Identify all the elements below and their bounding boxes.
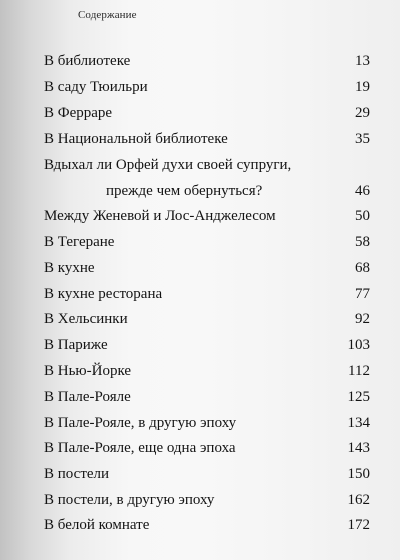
toc-entry-page: 162 [347,492,370,508]
toc-entry-page: 46 [355,183,370,199]
toc-entry [0,412,400,434]
toc-entry-title: В кухне ресторана [44,286,163,302]
toc-entry-title: В Национальной библиотеке [44,131,228,147]
toc-entry-title: В Нью-Йорке [44,363,132,379]
toc-entry-page: 50 [355,208,370,224]
toc-entry-page: 29 [355,105,370,121]
toc-entry-title: В Париже [44,337,108,353]
toc-entry-title: В Хельсинки [44,311,128,327]
toc-entry-title: В белой комнате [44,517,150,533]
toc-entry-page: 125 [347,389,370,405]
toc-entry [0,334,400,356]
toc-entry-page: 58 [355,234,370,250]
toc-entry-page: 172 [347,517,370,533]
toc-entry-title-line1: Вдыхал ли Орфей духи своей супруги, [44,157,292,173]
running-head: Содержание [78,9,137,21]
toc-entry-page: 77 [355,286,370,302]
toc-entry-title: В кухне [44,260,95,276]
toc-entry-page: 143 [347,440,370,456]
toc-entry [0,360,400,382]
toc-entry [0,463,400,485]
toc-entry-title: В Пале-Рояле [44,389,131,405]
toc-entry-page: 150 [347,466,370,482]
toc-entry-page: 103 [347,337,370,353]
toc-entry [0,437,400,459]
toc-entry-title: Между Женевой и Лос-Анджелесом [44,208,276,224]
toc-entry-title: В постели, в другую эпоху [44,492,215,508]
toc-entry-page: 134 [347,415,370,431]
toc-entry-title: В Пале-Рояле, в другую эпоху [44,415,237,431]
toc-entry [0,283,400,305]
toc-entry-page: 92 [355,311,370,327]
toc-entry [0,102,400,124]
toc-entry [0,257,400,279]
toc-entry-page: 13 [355,53,370,69]
toc-entry [0,205,400,227]
toc-entry [0,489,400,511]
toc-entry [0,154,400,202]
toc-entry-page: 112 [348,363,370,379]
toc-entry-page: 35 [355,131,370,147]
toc-entry [0,231,400,253]
toc-entry-title: В Тегеране [44,234,115,250]
toc-entry [0,50,400,72]
toc-entry [0,386,400,408]
toc-entry-page: 19 [355,79,370,95]
toc-entry [0,128,400,150]
toc-entry-page: 68 [355,260,370,276]
toc-entry-title-line2: прежде чем обернуться? [106,183,263,199]
toc-entry-title: В Ферраре [44,105,113,121]
toc-entry [0,514,400,536]
toc-entry [0,76,400,98]
toc-entry-title: В постели [44,466,110,482]
toc-entry-title: В саду Тюильри [44,79,148,95]
toc-entry-title: В Пале-Рояле, еще одна эпоха [44,440,236,456]
toc-entry [0,308,400,330]
toc-entry-title: В библиотеке [44,53,131,69]
